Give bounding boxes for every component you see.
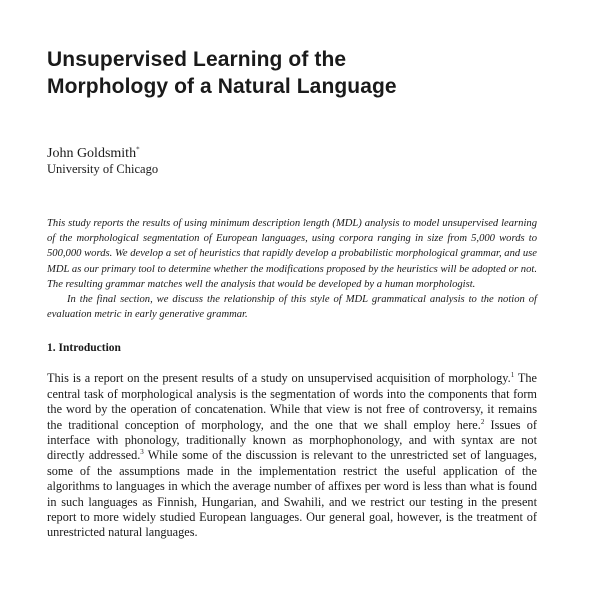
intro-text-c: Issues of interface with phonology, traditionally known as morphophonology, and with syntax are not directly addressed. <box>47 417 537 463</box>
abstract-paragraph-1: This study reports the results of using minimum description length (MDL) analysis to model unsupervised learning of the morphological segmentation of European languages, using corpora ranging in size from 5,000 words to 500,000 words. We develop a set of heuristics that rapidly develop a probabilistic morphological grammar, and use MDL as our primary tool to determine whether the modifications proposed by the heuristics will be adopted or not. The resulting grammar matches well the analysis that would be developed by a human morphologist. <box>47 218 537 290</box>
intro-text-a: This is a report on the present results of a study on unsupervised acquisition of morphology. <box>47 371 511 386</box>
section-heading-introduction: 1. Introduction <box>47 342 121 355</box>
title-line-2: Morphology of a Natural Language <box>47 75 397 98</box>
intro-text-b: The central task of morphological analysis is the segmentation of words into the components that form the word by the operation of concatenation. While that view is not free of controversy, it remains the traditional conception of morphology, and the one that we shall employ here. <box>47 371 537 432</box>
abstract-paragraph-2: In the final section, we discuss the relationship of this style of MDL grammatical analysis to the notion of evaluation metric in early generative grammar. <box>47 294 537 321</box>
intro-text-d: While some of the discussion is relevant to the unrestricted set of languages, some of the assumptions made in the implementation restrict the useful application of the algorithms to languages in which the average number of affixes per word is less than what is found in such languages as Finnish, Hungarian, and Swahili, and we restrict our testing in the present report to more widely studied European languages. Our general goal, however, is the treatment of unrestricted natural languages. <box>47 448 537 540</box>
author-name <box>47 145 537 162</box>
footnote-mark-1: 1 <box>510 371 515 380</box>
paper-title <box>47 46 537 100</box>
author-text: John Goldsmith <box>47 146 137 161</box>
footnote-mark-3: 3 <box>140 448 144 457</box>
footnote-mark-2: 2 <box>480 417 485 426</box>
title-line-1: Unsupervised Learning of the <box>47 48 347 71</box>
introduction-paragraph <box>47 371 537 540</box>
paper-page <box>47 46 537 553</box>
author-footnote-mark: * <box>136 145 140 154</box>
author-affiliation: University of Chicago <box>47 162 159 176</box>
